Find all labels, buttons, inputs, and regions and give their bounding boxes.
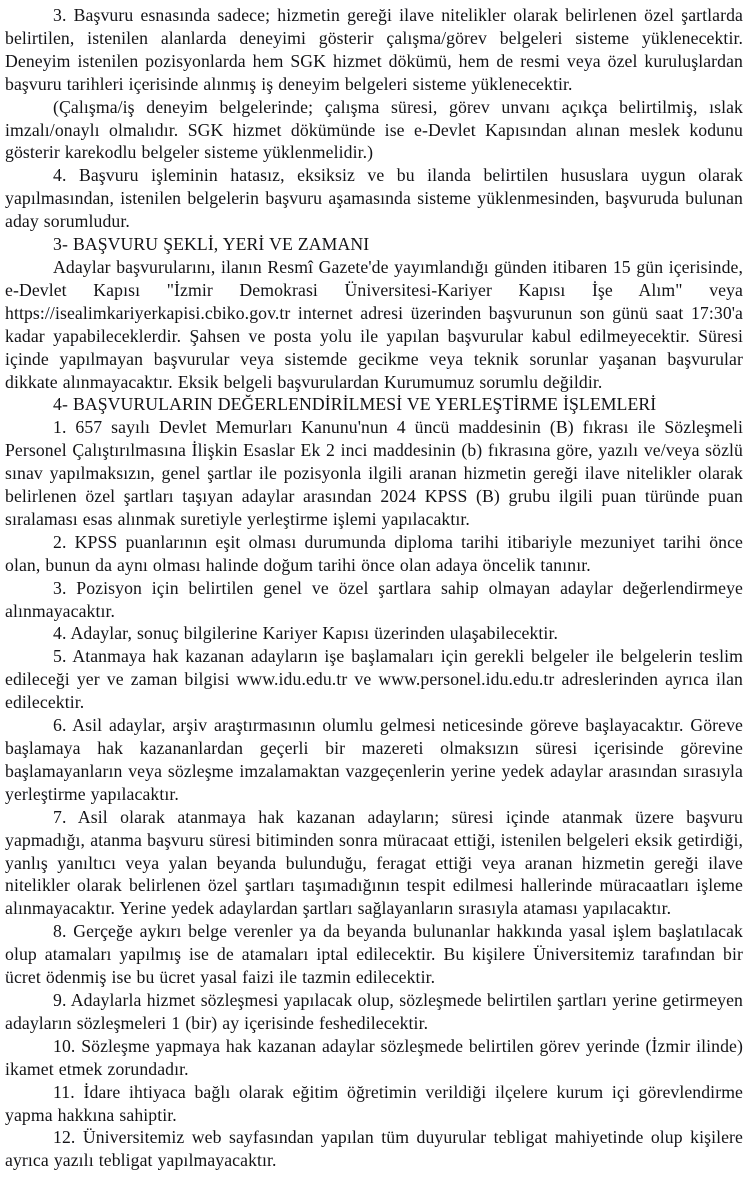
- section-heading: 4- BAŞVURULARIN DEĞERLENDİRİLMESİ VE YERLEŞTİRME İŞLEMLERİ: [53, 394, 657, 415]
- paragraph: 10. Sözleşme yapmaya hak kazanan adaylar sözleşmede belirtilen görev yerinde (İzmir ilinde) ikamet etmek zorundadır.: [5, 1035, 743, 1079]
- paragraph: 6. Asil adaylar, arşiv araştırmasının olumlu gelmesi neticesinde göreve başlayacaktır. Göreve başlamaya hak kazananlardan geçerli bir mazereti olmaksızın süresi içerisinde görevine başlamayanların veya sözleşme imzalamaktan vazgeçenlerin yerine yedek adaylar arasından sırasıyla yerleştirme yapılacaktır.: [5, 715, 743, 804]
- paragraph: 12. Üniversitemiz web sayfasından yapılan tüm duyurular tebligat mahiyetinde olup kişilere ayrıca yazılı tebligat yapılmayacaktır.: [5, 1127, 743, 1171]
- paragraph: 4. Adaylar, sonuç bilgilerine Kariyer Kapısı üzerinden ulaşabilecektir.: [53, 623, 558, 644]
- paragraph: 7. Asil olarak atanmaya hak kazanan adayların; süresi içinde atanmak üzere başvuru yapmadığı, atanma başvuru süresi bitiminden sonra müracaat ettiği, istenilen belgeleri eksik getirdiği, yanlış yanıltıcı veya yalan beyanda bulunduğu, feragat ettiği veya aranan hizmetin gereği ilave nitelikler olarak belirlenen özel şartları taşımadığının tespit edilmesi hallerinde müracaatları işleme alınmayacaktır. Yerine yedek adaylardan şartları sağlayanların sırasıyla ataması yapılacaktır.: [5, 806, 743, 919]
- section-heading: 3- BAŞVURU ŞEKLİ, YERİ VE ZAMANI: [53, 234, 370, 255]
- paragraph: 5. Atanmaya hak kazanan adayların işe başlamaları için gerekli belgeler ile belgelerin teslim edileceği yer ve zaman bilgisi www.idu.edu.tr ve www.personel.idu.edu.tr adreslerinden ayrıca ilan edilecektir.: [5, 646, 743, 713]
- paragraph: 9. Adaylarla hizmet sözleşmesi yapılacak olup, sözleşmede belirtilen şartları yerine getirmeyen adayların sözleşmeleri 1 (bir) ay içerisinde feshedilecektir.: [5, 989, 743, 1033]
- paragraph: 3. Pozisyon için belirtilen genel ve özel şartlara sahip olmayan adaylar değerlendirmeye alınmayacaktır.: [5, 577, 743, 621]
- paragraph: 8. Gerçeğe aykırı belge verenler ya da beyanda bulunanlar hakkında yasal işlem başlatılacak olup atamaları yapılmış ise de atamaları iptal edilecektir. Bu kişilere Üniversitemiz tarafından bir ücret ödenmiş ise bu ücret yasal faizi ile tazmin edilecektir.: [5, 921, 743, 988]
- paragraph: 1. 657 sayılı Devlet Memurları Kanunu'nun 4 üncü maddesinin (B) fıkrası ile Sözleşmeli Personel Çalıştırılmasına İlişkin Esaslar Ek 2 inci maddesinin (b) fıkrasına göre, yazılı ve/veya sözlü sınav yapılmaksızın, genel şartlar ile pozisyonla ilgili aranan hizmetin gereği ilave nitelikler olarak belirlenen özel şartları taşıyan adaylar arasından 2024 KPSS (B) grubu ilgili puan türünde puan sıralaması esas alınmak suretiyle yerleştirme işlemi yapılacaktır.: [5, 417, 743, 529]
- document-body: [5, 4, 743, 1172]
- paragraph: 4. Başvuru işleminin hatasız, eksiksiz ve bu ilanda belirtilen hususlara uygun olarak yapılmasından, istenilen belgelerin başvuru aşamasında sisteme yüklenmesinden, başvuruda bulunan aday sorumludur.: [5, 165, 743, 232]
- paragraph: 11. İdare ihtiyaca bağlı olarak eğitim öğretimin verildiği ilçelere kurum içi görevlendirme yapma hakkına sahiptir.: [5, 1081, 743, 1125]
- paragraph: 2. KPSS puanlarının eşit olması durumunda diploma tarihi itibariyle mezuniyet tarihi önce olan, bunun da aynı olması halinde doğum tarihi önce olan adaya öncelik tanınır.: [5, 531, 743, 575]
- paragraph: 3. Başvuru esnasında sadece; hizmetin gereği ilave nitelikler olarak belirlenen özel şartlarda belirtilen, istenilen alanlarda deneyimi gösterir çalışma/görev belgeleri sisteme yüklenecektir. Deneyim istenilen pozisyonlarda hem SGK hizmet dökümü, hem de resmi veya özel kuruluşlardan başvuru tarihleri içerisinde alınmış iş deneyim belgeleri sisteme yüklenecektir.: [5, 5, 743, 94]
- paragraph: Adaylar başvurularını, ilanın Resmî Gazete'de yayımlandığı günden itibaren 15 gün içerisinde, e-Devlet Kapısı "İzmir Demokrasi Üniversitesi-Kariyer Kapısı İşe Alım" veya https://isealimkariyerkapisi.cbiko.gov.tr internet adresi üzerinden başvurunun son günü saat 17:30'a kadar yapabileceklerdir. Şahsen ve posta yolu ile yapılan başvurular kabul edilmeyecektir. Süresi içinde yapılmayan başvurular veya sistemde gecikme veya teknik sorunlar yaşanan başvurular dikkate alınmayacaktır. Eksik belgeli başvurulardan Kurumumuz sorumlu değildir.: [5, 256, 743, 392]
- paragraph: (Çalışma/iş deneyim belgelerinde; çalışma süresi, görev unvanı açıkça belirtilmiş, ıslak imzalı/onaylı olmalıdır. SGK hizmet dökümünde ise e-Devlet Kapısından alınan meslek kodunu gösterir karekodlu belgeler sisteme yüklenmelidir.): [5, 96, 743, 163]
